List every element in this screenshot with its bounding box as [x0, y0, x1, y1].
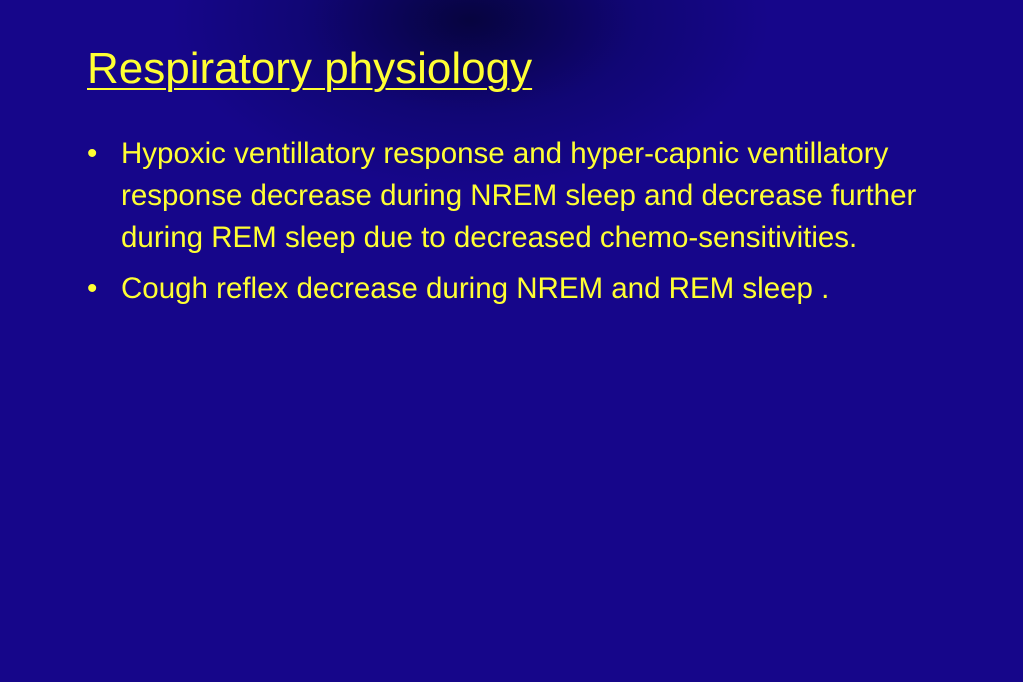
- bullet-text: Hypoxic ventillatory response and hyper-capnic ventillatory response decrease during NREM sleep and decrease further during REM sleep due to decreased chemo-sensitivities.: [121, 137, 917, 254]
- bullet-icon: •: [87, 137, 98, 170]
- bullet-item: [87, 268, 947, 310]
- slide-title: Respiratory physiology: [87, 44, 533, 93]
- bullet-icon: •: [87, 272, 98, 305]
- bullet-text: Cough reflex decrease during NREM and REM sleep .: [121, 272, 830, 305]
- bullet-item: [87, 133, 947, 259]
- bullet-list: [87, 133, 947, 319]
